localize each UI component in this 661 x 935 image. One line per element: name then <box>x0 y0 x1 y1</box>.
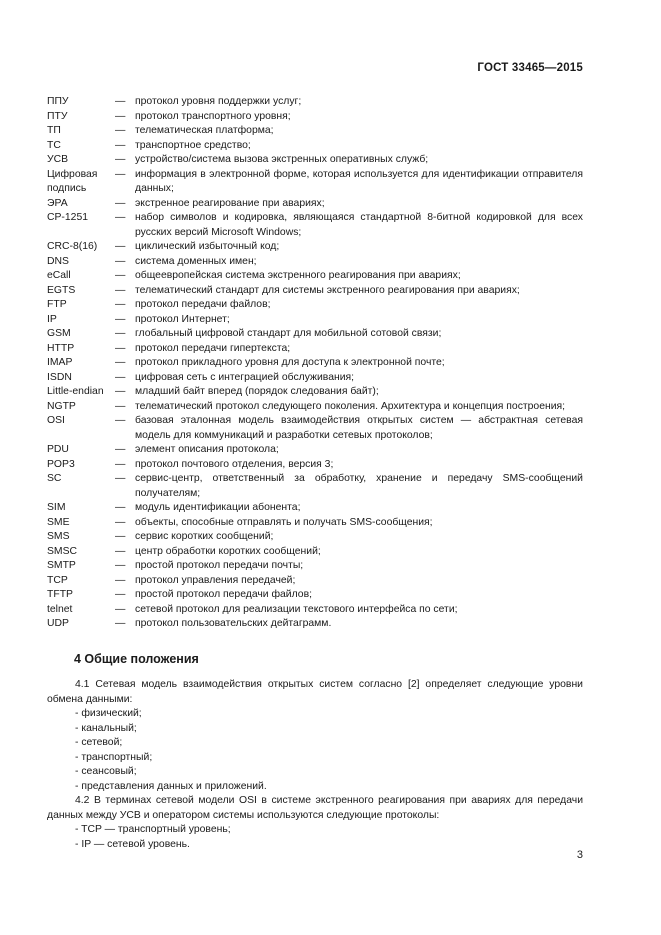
abbreviation-row <box>47 197 583 212</box>
abbreviation-row <box>47 298 583 313</box>
section-body <box>47 678 583 852</box>
document-header-id: ГОСТ 33465—2015 <box>477 62 583 74</box>
list-item: - TCP — транспортный уровень; <box>75 824 231 835</box>
abbreviation-dash: — <box>115 386 126 397</box>
abbreviation-dash: — <box>115 618 126 629</box>
abbreviation-definition: цифровая сеть с интеграцией обслуживания; <box>135 371 355 383</box>
abbreviation-row <box>47 400 583 415</box>
abbreviation-term: SIM <box>47 502 66 513</box>
abbreviation-dash: — <box>115 342 126 354</box>
abbreviation-dash: — <box>115 473 126 484</box>
abbreviation-term: PDU <box>47 444 69 455</box>
abbreviation-definition: протокол пользовательских дейтаграмм. <box>135 618 332 629</box>
abbreviation-definition: модуль идентификации абонента; <box>135 502 301 513</box>
abbreviation-term: TCP <box>47 574 68 586</box>
abbreviation-row <box>47 124 583 139</box>
abbreviation-row <box>47 211 583 240</box>
abbreviation-definition: протокол управления передачей; <box>135 574 296 586</box>
abbreviation-dash: — <box>115 270 126 281</box>
abbreviation-definition: сетевой протокол для реализации текстового интерфейса по сети; <box>135 603 458 615</box>
abbreviation-term: DNS <box>47 255 69 267</box>
abbreviation-row <box>47 501 583 516</box>
abbreviation-definition: система доменных имен; <box>135 255 257 267</box>
abbreviation-dash: — <box>115 168 126 180</box>
abbreviation-definition: телематический стандарт для системы экстренного реагирования при авариях; <box>135 284 520 296</box>
abbreviation-dash: — <box>115 328 126 339</box>
abbreviation-dash: — <box>115 415 126 426</box>
abbreviation-definition: простой протокол передачи почты; <box>135 560 304 571</box>
abbreviation-term: OSI <box>47 415 65 426</box>
abbreviation-row <box>47 255 583 270</box>
abbreviation-definition: протокол уровня поддержки услуг; <box>135 96 302 107</box>
abbreviation-term: Цифровая подпись <box>47 168 98 194</box>
list-item: - сетевой; <box>75 737 123 748</box>
abbreviation-definition: телематический протокол следующего поколения. Архитектура и концепция построения; <box>135 400 566 412</box>
abbreviation-term: ISDN <box>47 371 72 383</box>
abbreviation-definition: телематическая платформа; <box>135 125 274 136</box>
abbreviation-row <box>47 313 583 328</box>
paragraph-4-1: 4.1 Сетевая модель взаимодействия открытых систем согласно [2] определяет следующие уровни обмена данными: <box>47 679 583 705</box>
abbreviation-term: CRC-8(16) <box>47 241 98 252</box>
abbreviation-row <box>47 95 583 110</box>
abbreviation-term: eCall <box>47 270 71 281</box>
list-item: - транспортный; <box>75 751 153 763</box>
abbreviation-term: SC <box>47 473 62 484</box>
abbreviations-list <box>47 95 583 632</box>
abbreviation-definition: протокол передачи файлов; <box>135 299 271 310</box>
abbreviation-definition: протокол почтового отделения, версия 3; <box>135 458 334 470</box>
abbreviation-definition: базовая эталонная модель взаимодействия открытых систем — абстрактная сетевая модель для коммуникаций и разработки сетевых протоколов; <box>135 415 583 441</box>
abbreviation-row <box>47 110 583 125</box>
abbreviation-term: ТП <box>47 125 61 136</box>
abbreviation-term: EGTS <box>47 284 76 296</box>
abbreviation-term: POP3 <box>47 458 75 470</box>
abbreviation-dash: — <box>115 458 126 470</box>
abbreviation-row <box>47 168 583 197</box>
abbreviation-row <box>47 414 583 443</box>
abbreviation-term: HTTP <box>47 342 75 354</box>
abbreviation-dash: — <box>115 154 126 165</box>
page-number: 3 <box>576 849 583 861</box>
abbreviation-definition: сервис коротких сообщений; <box>135 531 274 542</box>
abbreviation-dash: — <box>115 371 126 383</box>
abbreviation-definition: простой протокол передачи файлов; <box>135 589 312 600</box>
list-item: - представления данных и приложений. <box>75 780 267 792</box>
abbreviation-dash: — <box>115 589 126 600</box>
abbreviation-term: ТС <box>47 139 61 151</box>
abbreviation-dash: — <box>115 313 126 325</box>
abbreviation-definition: младший байт вперед (порядок следования байт); <box>135 386 379 397</box>
abbreviation-row <box>47 545 583 560</box>
abbreviation-dash: — <box>115 255 126 267</box>
abbreviation-dash: — <box>115 241 126 252</box>
abbreviation-definition: информация в электронной форме, которая используется для идентификации отправителя данных; <box>135 168 583 194</box>
abbreviation-term: IMAP <box>47 357 73 368</box>
abbreviation-term: UDP <box>47 618 69 629</box>
abbreviation-row <box>47 516 583 531</box>
abbreviation-row <box>47 139 583 154</box>
abbreviation-dash: — <box>115 444 126 455</box>
abbreviation-dash: — <box>115 125 126 136</box>
section-title: 4 Общие положения <box>74 652 199 666</box>
abbreviation-term: Little-endian <box>47 386 104 397</box>
abbreviation-dash: — <box>115 560 126 571</box>
abbreviation-definition: протокол передачи гипертекста; <box>135 342 291 354</box>
abbreviation-row <box>47 458 583 473</box>
abbreviation-row <box>47 574 583 589</box>
abbreviation-definition: транспортное средство; <box>135 139 251 151</box>
abbreviation-dash: — <box>115 545 126 557</box>
abbreviation-row <box>47 371 583 386</box>
list-item: - сеансовый; <box>75 766 137 777</box>
abbreviation-term: telnet <box>47 603 73 615</box>
abbreviation-row <box>47 284 583 299</box>
abbreviation-term: ППУ <box>47 96 69 107</box>
list-item: - IP — сетевой уровень. <box>75 838 190 850</box>
abbreviation-term: SMSC <box>47 545 78 557</box>
abbreviation-dash: — <box>115 284 126 296</box>
abbreviation-row <box>47 385 583 400</box>
abbreviation-definition: экстренное реагирование при авариях; <box>135 197 325 209</box>
abbreviation-dash: — <box>115 357 126 368</box>
list-item: - канальный; <box>75 722 137 734</box>
abbreviation-dash: — <box>115 502 126 513</box>
abbreviation-row <box>47 342 583 357</box>
abbreviation-dash: — <box>115 197 126 209</box>
abbreviation-row <box>47 617 583 632</box>
abbreviation-term: УСВ <box>47 154 69 165</box>
abbreviation-term: TFTP <box>47 589 73 600</box>
abbreviation-dash: — <box>115 400 126 412</box>
protocols-list <box>47 823 583 852</box>
abbreviation-definition: центр обработки коротких сообщений; <box>135 545 321 557</box>
abbreviation-definition: объекты, способные отправлять и получать SMS-сообщения; <box>135 516 433 528</box>
abbreviation-definition: элемент описания протокола; <box>135 444 279 455</box>
abbreviation-row <box>47 327 583 342</box>
abbreviation-term: ПТУ <box>47 110 68 122</box>
abbreviation-definition: сервис-центр, ответственный за обработку, хранение и передачу SMS-сообщений получателям; <box>135 473 583 499</box>
abbreviation-definition: устройство/система вызова экстренных оперативных служб; <box>135 154 429 165</box>
abbreviation-term: SME <box>47 516 70 528</box>
abbreviation-row <box>47 472 583 501</box>
abbreviation-dash: — <box>115 603 126 615</box>
abbreviation-dash: — <box>115 516 126 528</box>
abbreviation-dash: — <box>115 96 126 107</box>
abbreviation-term: FTP <box>47 299 67 310</box>
paragraph-4-2: 4.2 В терминах сетевой модели OSI в системе экстренного реагирования при авариях для передачи данных между УСВ и оператором системы используются следующие протоколы: <box>47 795 583 821</box>
abbreviation-term: NGTP <box>47 400 76 412</box>
abbreviation-dash: — <box>115 299 126 310</box>
abbreviation-definition: общеевропейская система экстренного реагирования при авариях; <box>135 270 461 281</box>
abbreviation-definition: циклический избыточный код; <box>135 241 280 252</box>
abbreviation-term: GSM <box>47 328 71 339</box>
abbreviation-definition: протокол Интернет; <box>135 313 230 325</box>
abbreviation-definition: набор символов и кодировка, являющаяся стандартной 8-битной кодировкой для всех русских версий Microsoft Windows; <box>135 212 583 238</box>
abbreviation-term: ЭРА <box>47 197 68 209</box>
abbreviation-row <box>47 530 583 545</box>
abbreviation-dash: — <box>115 212 126 223</box>
abbreviation-row <box>47 356 583 371</box>
abbreviation-definition: глобальный цифровой стандарт для мобильной сотовой связи; <box>135 328 442 339</box>
abbreviation-row <box>47 153 583 168</box>
abbreviation-row <box>47 443 583 458</box>
abbreviation-dash: — <box>115 110 126 122</box>
abbreviation-definition: протокол прикладного уровня для доступа к электронной почте; <box>135 357 445 368</box>
abbreviation-term: CP-1251 <box>47 212 89 223</box>
list-item: - физический; <box>75 708 142 719</box>
abbreviation-row <box>47 269 583 284</box>
abbreviation-term: SMTP <box>47 560 76 571</box>
abbreviation-dash: — <box>115 139 126 151</box>
abbreviation-row <box>47 603 583 618</box>
levels-list <box>47 707 583 794</box>
abbreviation-dash: — <box>115 531 126 542</box>
abbreviation-term: SMS <box>47 531 70 542</box>
abbreviation-row <box>47 559 583 574</box>
abbreviation-row <box>47 588 583 603</box>
abbreviation-dash: — <box>115 574 126 586</box>
abbreviation-term: IP <box>47 313 57 325</box>
abbreviation-row <box>47 240 583 255</box>
abbreviation-definition: протокол транспортного уровня; <box>135 110 291 122</box>
